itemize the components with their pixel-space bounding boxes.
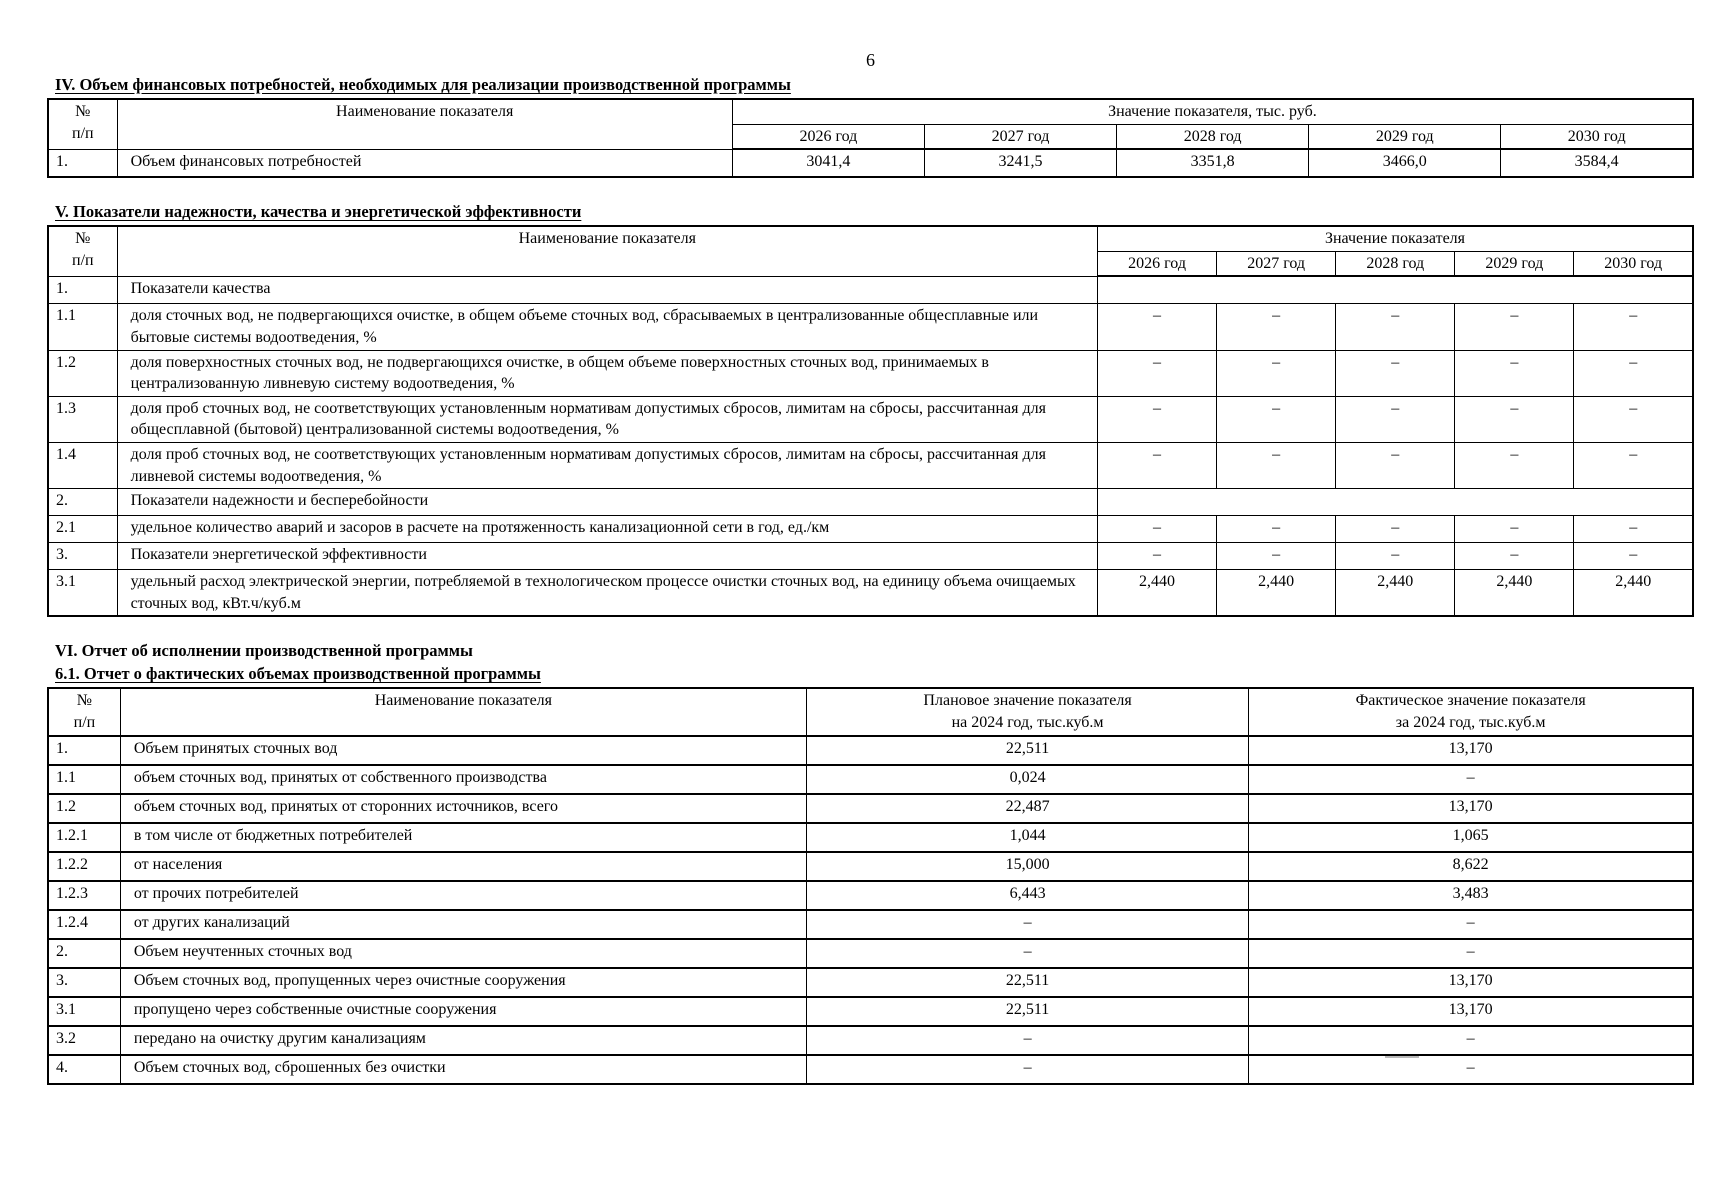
column-header-year-2026: 2026 год — [732, 124, 924, 149]
row-name: в том числе от бюджетных потребителей — [120, 823, 806, 852]
column-header-values: Значение показателя, тыс. руб. — [732, 99, 1693, 124]
row-number: 1. — [48, 736, 120, 765]
row-name: Объем сточных вод, сброшенных без очистки — [120, 1055, 806, 1084]
row-value: 3351,8 — [1117, 149, 1309, 177]
row-name: пропущено через собственные очистные сооружения — [120, 997, 806, 1026]
column-header-name: Наименование показателя — [117, 99, 732, 149]
section4-title: IV. Объем финансовых потребностей, необходимых для реализации производственной программы — [55, 75, 791, 94]
column-header-name: Наименование показателя — [120, 688, 806, 735]
row-number: 1.2.2 — [48, 852, 120, 881]
row-value: – — [1249, 939, 1693, 968]
row-value: – — [1336, 304, 1455, 350]
row-value: 13,170 — [1249, 794, 1693, 823]
row-number: 2. — [48, 489, 117, 516]
table-row — [48, 881, 1693, 910]
row-number: 1.3 — [48, 396, 117, 442]
table-row — [48, 149, 1693, 177]
section5-title: V. Показатели надежности, качества и энергетической эффективности — [55, 202, 582, 222]
row-value: – — [1098, 516, 1217, 543]
column-header-fact-value: Фактическое значение показателя за 2024 год, тыс.куб.м — [1249, 688, 1693, 735]
table-row — [48, 396, 1693, 442]
row-value: 1,044 — [806, 823, 1249, 852]
row-value: – — [1336, 396, 1455, 442]
row-value: 3241,5 — [924, 149, 1116, 177]
row-value: 22,511 — [806, 736, 1249, 765]
row-number: 2.1 — [48, 516, 117, 543]
table-row — [48, 516, 1693, 543]
table-row — [48, 997, 1693, 1026]
row-value: – — [1574, 442, 1693, 488]
row-name: Показатели надежности и бесперебойности — [117, 489, 1097, 516]
table-row — [48, 1026, 1693, 1055]
row-value: – — [1336, 516, 1455, 543]
row-number: 1.2 — [48, 350, 117, 396]
column-header-number: № п/п — [48, 99, 117, 149]
row-name: передано на очистку другим канализациям — [120, 1026, 806, 1055]
row-name: удельное количество аварий и засоров в расчете на протяженность канализационной сети в год, ед./км — [117, 516, 1097, 543]
row-value: – — [1217, 350, 1336, 396]
row-value: – — [1574, 396, 1693, 442]
row-value: 22,487 — [806, 794, 1249, 823]
row-value: 22,511 — [806, 997, 1249, 1026]
section6-table — [47, 687, 1694, 1084]
row-value: – — [1574, 543, 1693, 570]
row-name: доля поверхностных сточных вод, не подвергающихся очистке, в общем объеме поверхностных сточных вод, принимаемых в централизованную ливневую систему водоотведения, % — [117, 350, 1097, 396]
row-value: – — [1217, 516, 1336, 543]
row-values-merged-empty — [1098, 489, 1694, 516]
row-number: 3.1 — [48, 570, 117, 617]
row-value: 2,440 — [1098, 570, 1217, 617]
row-value: – — [1574, 516, 1693, 543]
section4-table — [47, 98, 1694, 178]
row-value: 22,511 — [806, 968, 1249, 997]
table-row — [48, 765, 1693, 794]
row-name: доля проб сточных вод, не соответствующих установленным нормативам допустимых сбросов, лимитам на сбросы, рассчитанная для общесплавной (бытовой) централизованной системы водоотведения, % — [117, 396, 1097, 442]
section5-table-header — [48, 226, 1693, 276]
row-name: Объем принятых сточных вод — [120, 736, 806, 765]
row-number: 1.1 — [48, 765, 120, 794]
row-number: 1.2 — [48, 794, 120, 823]
scan-artifact-mark — [1385, 1056, 1419, 1058]
row-value: – — [1249, 1026, 1693, 1055]
row-value: 2,440 — [1574, 570, 1693, 617]
row-name: доля сточных вод, не подвергающихся очистке, в общем объеме сточных вод, сбрасываемых в централизованные общесплавные или бытовые системы водоотведения, % — [117, 304, 1097, 350]
row-value: 2,440 — [1217, 570, 1336, 617]
row-value: 8,622 — [1249, 852, 1693, 881]
table-row — [48, 910, 1693, 939]
row-value: – — [1098, 442, 1217, 488]
row-value: – — [1098, 304, 1217, 350]
row-number: 1.2.1 — [48, 823, 120, 852]
row-value: – — [1336, 442, 1455, 488]
table-row — [48, 852, 1693, 881]
row-value: 3466,0 — [1309, 149, 1501, 177]
section5-table — [47, 225, 1694, 617]
row-name: объем сточных вод, принятых от сторонних источников, всего — [120, 794, 806, 823]
row-number: 1. — [48, 276, 117, 304]
row-value: – — [1217, 304, 1336, 350]
column-header-name: Наименование показателя — [117, 226, 1097, 276]
section6-title: VI. Отчет об исполнении производственной программы — [55, 641, 473, 661]
row-value: – — [1455, 304, 1574, 350]
column-header-year-2027: 2027 год — [1217, 251, 1336, 276]
table-row — [48, 823, 1693, 852]
row-value: – — [1098, 543, 1217, 570]
row-name: доля проб сточных вод, не соответствующих установленным нормативам допустимых сбросов, лимитам на сбросы, рассчитанная для ливневой системы водоотведения, % — [117, 442, 1097, 488]
table-row — [48, 1055, 1693, 1084]
row-value: 1,065 — [1249, 823, 1693, 852]
row-value: – — [1217, 396, 1336, 442]
row-value: – — [1455, 543, 1574, 570]
table-row — [48, 794, 1693, 823]
row-number: 1.4 — [48, 442, 117, 488]
row-value: 2,440 — [1336, 570, 1455, 617]
row-value: – — [1249, 1055, 1693, 1084]
row-value: – — [1249, 765, 1693, 794]
table-row — [48, 442, 1693, 488]
row-name: Показатели качества — [117, 276, 1097, 304]
row-value: 13,170 — [1249, 968, 1693, 997]
row-name: от населения — [120, 852, 806, 881]
row-name: Объем финансовых потребностей — [117, 149, 732, 177]
row-value: 3584,4 — [1501, 149, 1693, 177]
column-header-year-2029: 2029 год — [1309, 124, 1501, 149]
row-value: – — [1098, 350, 1217, 396]
row-value: – — [1336, 543, 1455, 570]
table-row — [48, 736, 1693, 765]
row-value: 6,443 — [806, 881, 1249, 910]
row-value: 13,170 — [1249, 997, 1693, 1026]
row-value: – — [806, 1055, 1249, 1084]
row-value: – — [1574, 304, 1693, 350]
row-number: 1. — [48, 149, 117, 177]
column-header-year-2028: 2028 год — [1117, 124, 1309, 149]
column-header-number: № п/п — [48, 688, 120, 735]
section6-subtitle: 6.1. Отчет о фактических объемах производственной программы — [55, 664, 541, 684]
row-name: удельный расход электрической энергии, потребляемой в технологическом процессе очистки сточных вод, на единицу объема очищаемых сточных вод, кВт.ч/куб.м — [117, 570, 1097, 617]
row-value: – — [1336, 350, 1455, 396]
row-name: объем сточных вод, принятых от собственного производства — [120, 765, 806, 794]
page-number: 6 — [866, 50, 875, 70]
row-value: 2,440 — [1455, 570, 1574, 617]
row-number: 1.2.3 — [48, 881, 120, 910]
table-row — [48, 350, 1693, 396]
column-header-year-2027: 2027 год — [924, 124, 1116, 149]
row-number: 3. — [48, 968, 120, 997]
column-header-plan-value: Плановое значение показателя на 2024 год, тыс.куб.м — [806, 688, 1249, 735]
column-header-year-2029: 2029 год — [1455, 251, 1574, 276]
section5-table-body — [48, 276, 1693, 616]
column-header-year-2030: 2030 год — [1574, 251, 1693, 276]
row-number: 1.2.4 — [48, 910, 120, 939]
table-row — [48, 276, 1693, 304]
row-value: – — [806, 939, 1249, 968]
table-row — [48, 543, 1693, 570]
row-number: 2. — [48, 939, 120, 968]
row-number: 3.2 — [48, 1026, 120, 1055]
table-row — [48, 304, 1693, 350]
row-value: – — [1249, 910, 1693, 939]
section4-table-header — [48, 99, 1693, 149]
column-header-number: № п/п — [48, 226, 117, 276]
row-number: 3.1 — [48, 997, 120, 1026]
table-row — [48, 570, 1693, 617]
row-value: 0,024 — [806, 765, 1249, 794]
row-value: – — [1574, 350, 1693, 396]
column-header-values: Значение показателя — [1098, 226, 1694, 251]
row-value: – — [1217, 543, 1336, 570]
column-header-year-2028: 2028 год — [1336, 251, 1455, 276]
row-value: – — [1098, 396, 1217, 442]
section4-table-body — [48, 149, 1693, 177]
row-number: 1.1 — [48, 304, 117, 350]
row-value: – — [1455, 396, 1574, 442]
row-value: 3041,4 — [732, 149, 924, 177]
table-row — [48, 968, 1693, 997]
section6-table-header — [48, 688, 1693, 735]
table-row — [48, 939, 1693, 968]
row-value: – — [1217, 442, 1336, 488]
row-name: от других канализаций — [120, 910, 806, 939]
row-value: 3,483 — [1249, 881, 1693, 910]
table-row — [48, 489, 1693, 516]
row-number: 3. — [48, 543, 117, 570]
row-name: Объем сточных вод, пропущенных через очистные сооружения — [120, 968, 806, 997]
row-name: от прочих потребителей — [120, 881, 806, 910]
row-value: – — [806, 1026, 1249, 1055]
row-name: Показатели энергетической эффективности — [117, 543, 1097, 570]
row-value: – — [1455, 516, 1574, 543]
section6-table-body — [48, 736, 1693, 1084]
row-value: – — [1455, 442, 1574, 488]
row-value: 15,000 — [806, 852, 1249, 881]
row-value: – — [806, 910, 1249, 939]
row-value: 13,170 — [1249, 736, 1693, 765]
column-header-year-2030: 2030 год — [1501, 124, 1693, 149]
row-values-merged-empty — [1098, 276, 1694, 304]
row-number: 4. — [48, 1055, 120, 1084]
column-header-year-2026: 2026 год — [1098, 251, 1217, 276]
row-value: – — [1455, 350, 1574, 396]
row-name: Объем неучтенных сточных вод — [120, 939, 806, 968]
